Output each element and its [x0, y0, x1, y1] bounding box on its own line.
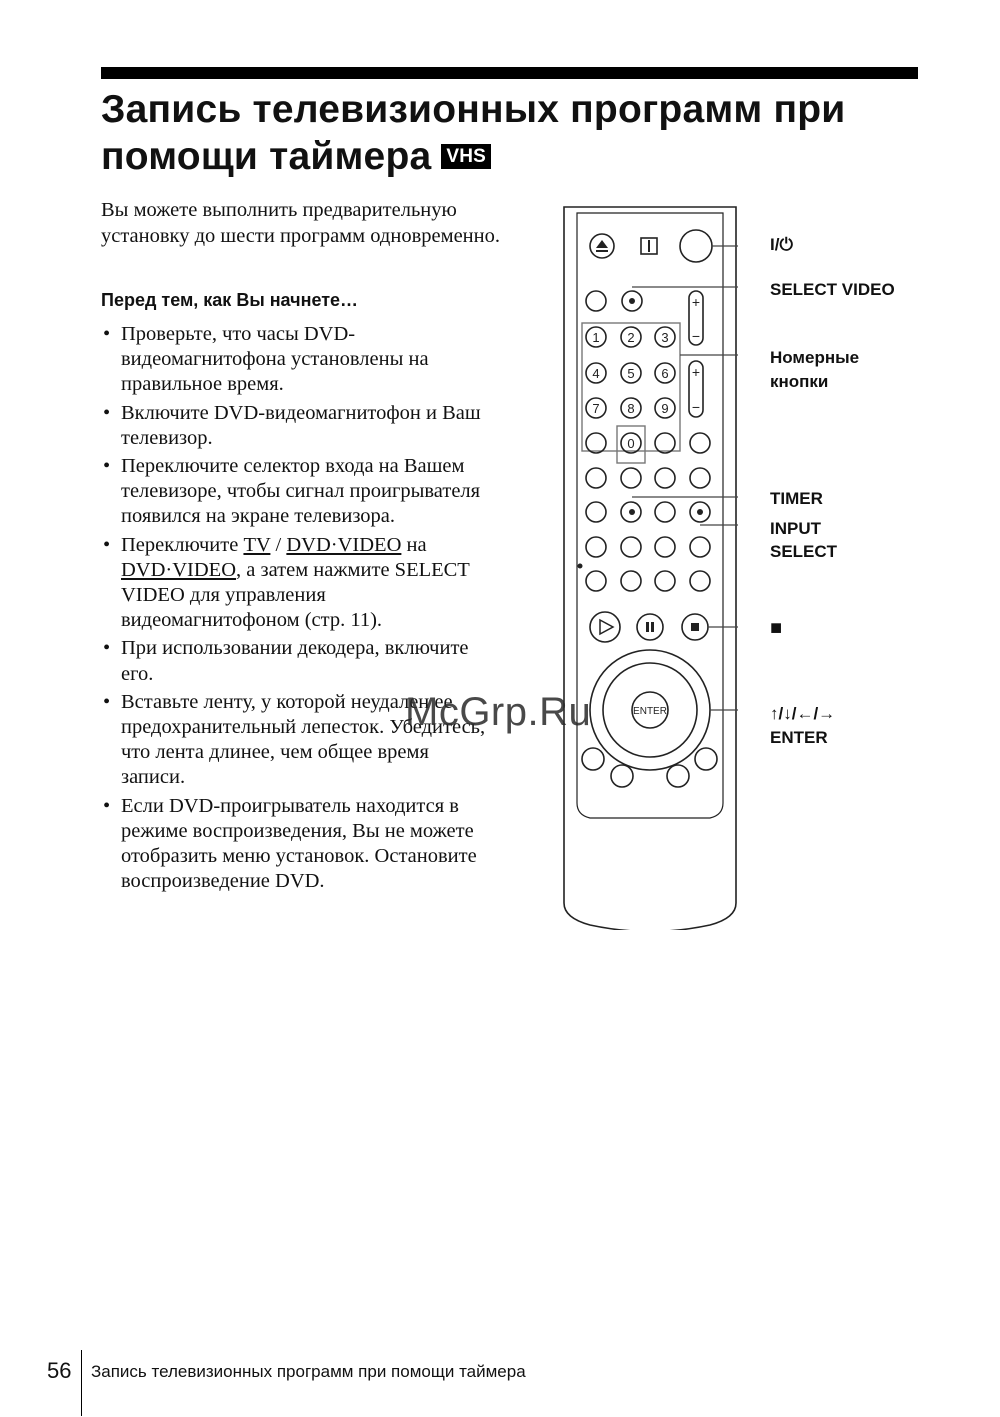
page-number: 56 [47, 1358, 72, 1383]
title-text: Запись телевизионных программ при помощи таймера [101, 88, 846, 178]
svg-text:−: − [691, 328, 701, 344]
play-button [590, 612, 620, 642]
key-6: 6 [661, 366, 669, 381]
svg-text:−: − [691, 399, 701, 415]
bullet-power-on: • Включите DVD-видеомагнитофон и Ваш телевизор. [101, 401, 496, 451]
key-2: 2 [627, 330, 635, 345]
b4-part3: , а затем нажмите SELECT VIDEO для управления видеомагнитофоном (стр. 11). [121, 558, 470, 632]
page-title [101, 86, 911, 180]
watermark: McGrp.Ru [405, 690, 592, 734]
bullet-clock: • Проверьте, что часы DVD-видеомагнитофона установлены на правильное время. [101, 322, 496, 398]
b4-sep: / [270, 533, 287, 556]
key-0: 0 [627, 436, 635, 451]
bullet-dvd-playback: • Если DVD-проигрыватель находится в режиме воспроизведения, Вы не можете отобразить меню установок. Остановите воспроизведение DVD. [101, 794, 496, 895]
footer-title: Запись телевизионных программ при помощи таймера [91, 1362, 526, 1381]
callout-power: I/⏻ [770, 235, 793, 254]
tv-dvd-button [586, 291, 606, 311]
callout-stop: ■ [770, 617, 783, 639]
callout-timer: TIMER [770, 489, 823, 508]
callout-number-line2: кнопки [770, 372, 829, 391]
key-1: 1 [592, 330, 600, 345]
footer-divider [81, 1350, 82, 1416]
bullet-switch-mode [101, 533, 496, 634]
key-3: 3 [661, 330, 669, 345]
b4-dvd2: DVD·VIDEO [121, 558, 237, 581]
callout-number-line1: Номерные [770, 348, 860, 367]
eject-glyph [596, 240, 608, 252]
preparation-list [101, 322, 496, 897]
vhs-badge: VHS [441, 144, 491, 169]
svg-text:+: + [691, 294, 701, 310]
power-button [680, 230, 712, 262]
intro-text: Вы можете выполнить предварительную установку до шести программ одновременно. [101, 199, 500, 247]
enter-label: ENTER [633, 706, 667, 717]
callout-arrows: ↑/↓/←/→ [770, 704, 836, 723]
key-8: 8 [627, 401, 635, 416]
bullet-input-selector: • Переключите селектор входа на Вашем телевизоре, чтобы сигнал проигрывателя появился на экране телевизора. [101, 454, 496, 530]
svg-text:+: + [691, 364, 701, 380]
key-9: 9 [661, 401, 669, 416]
callout-input-line1: INPUT [770, 519, 821, 538]
play-glyph [600, 620, 613, 634]
b4-part1: Переключите [121, 533, 244, 556]
bullet-tape-tab: • Вставьте ленту, у которой неудален ее предохранительный лепесток. Убедитесь, что лента длинее, чем общее время записи. [101, 690, 496, 791]
key-7: 7 [592, 401, 600, 416]
callout-input-line2: SELECT [770, 542, 838, 561]
callout-enter: ENTER [770, 728, 828, 747]
return-button [695, 748, 717, 770]
bullet-decoder: • При использовании декодера, включите его. [101, 636, 496, 686]
remote-control-illustration [560, 203, 740, 930]
b4-dvd1: DVD·VIDEO [286, 533, 402, 556]
remote-body-outline [564, 207, 736, 930]
pause-button [637, 614, 663, 640]
before-you-start-heading: Перед тем, как Вы начнете… [101, 290, 359, 310]
b4-part2: на [401, 533, 427, 556]
callout-select-video: SELECT VIDEO [770, 280, 895, 299]
top-rule [101, 67, 918, 79]
key-4: 4 [592, 366, 600, 381]
b4-tv: TV [243, 533, 271, 556]
key-5: 5 [627, 366, 635, 381]
